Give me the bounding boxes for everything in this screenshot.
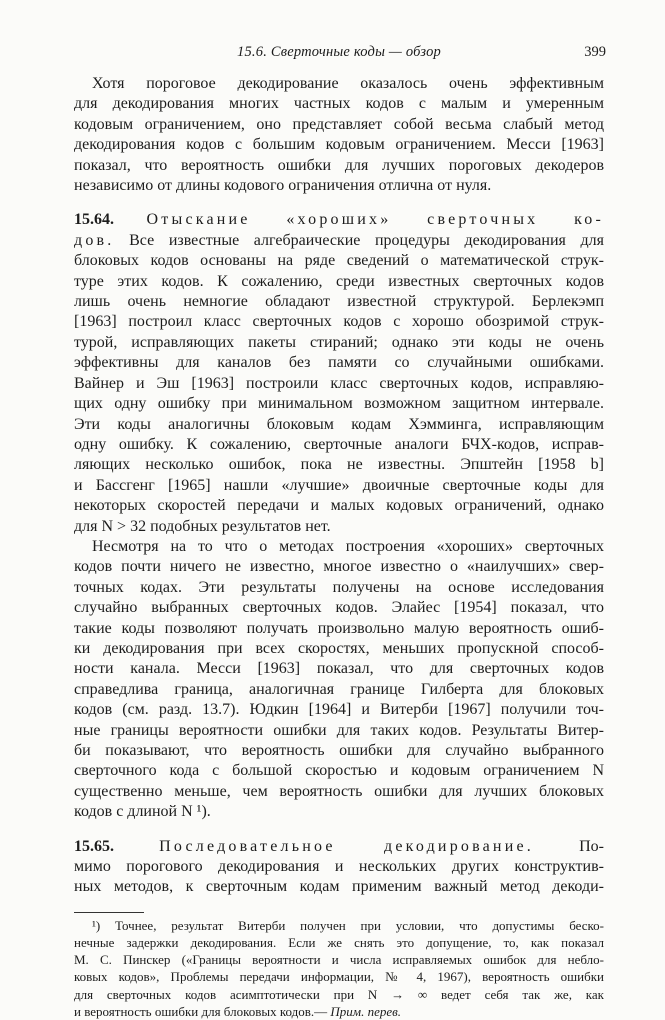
text-line: кодов почти ничего не известно, многое известно о «наилучших» свер- [74,558,604,576]
page-body [74,74,604,1020]
text-line: ных методов, к сверточным кодам применим важный метод декоди- [74,878,604,896]
text-line: ные границы вероятности ошибки для таких кодов. Результаты Витер- [74,721,604,739]
text-line: туре этих кодов. К сожалению, среди известных сверточных кодов [74,272,604,290]
text-line: блоковых кодов основаны на ряде сведений о математической струк- [74,252,604,270]
section-15-64 [74,210,604,537]
running-title: 15.6. Сверточные коды — обзор [237,44,441,60]
text-line: кодов с длиной N ¹). [74,803,211,821]
text-line: турой, исправляющих пакеты стираний; однако эти коды не очень [74,333,604,351]
text-line: для декодирования многих частных кодов с малым и умеренным [74,95,604,113]
text-line: независимо от длины кодового ограничения отлична от нуля. [74,177,492,195]
section-number: 15.65. [74,837,114,855]
text-fragment: Все известные алгебраические процедуры декодирования для [129,231,604,249]
running-header [74,44,604,64]
section-15-65 [74,837,604,898]
translator-note: Прим. перев. [330,1003,402,1019]
footnote-line: ¹) Точнее, результат Витерби получен при условии, что допустимы беско- [92,917,604,933]
footnote-line [74,1003,604,1020]
text-line: для N > 32 подобных результатов нет. [74,517,331,535]
text-line: некоторых скоростей передачи и малых кодовых ограничений, однако [74,497,604,515]
section-title: Последовательное декодирование. [159,837,534,855]
text-line: такие коды позволяют получать произвольно малую вероятность ошиб- [74,619,604,637]
text-line: ности канала. Месси [1963] показал, что для сверточных кодов [74,660,604,678]
text-line: ки декодирования при всех скоростях, меньших пропускной способ- [74,639,604,657]
footnote-line: нечные задержки декодирования. Если же снять это допущение, то, как показал [74,935,604,951]
section-number: 15.64. [74,211,114,229]
text-line: [1963] построил класс сверточных кодов с хорошо обозримой струк- [74,313,604,331]
text-line: мимо порогового декодирования и нескольких других конструктив- [74,858,604,876]
section-heading-line [74,210,604,230]
section-title: Отыскание «хороших» сверточных ко- [146,211,604,229]
text-line: кодов (см. разд. 13.7). Юдкин [1964] и Витерби [1967] получили точ- [74,701,604,719]
footnote-line: ковых кодов», Проблемы передачи информации, № 4, 1967), вероятность ошибки [74,969,604,985]
footnote-text: и вероятность ошибки для блоковых кодов.— [74,1003,328,1019]
page-number: 399 [584,44,606,60]
text-line: показал, что вероятность ошибки для лучших пороговых декодеров [74,156,604,174]
text-line: точных кодах. Эти результаты получены на основе исследования [74,578,604,596]
text-line: и Бассгенг [1965] нашли «лучшие» двоичные сверточные коды для [74,476,604,494]
footnote-line: для сверточных кодов асимптотически при N → ∞ ведет себя так же, как [74,986,604,1002]
text-line: би показывают, что вероятность ошибки для случайно выбранного [74,742,604,759]
section-title-continuation: дов. [74,231,115,249]
text-line: случайно выбранных сверточных кодов. Элайес [1954] показал, что [74,599,604,617]
text-line: существенно меньше, чем вероятность ошибки для лучших блоковых [74,782,604,800]
text-line [74,231,604,251]
text-line: кодовым ограничением, оно представляет собой весьма слабый метод [74,115,604,133]
footnote-divider [74,912,144,913]
section-heading-line [74,837,604,857]
text-line: сверточного кода с большой скоростью и кодовым ограничением N [74,762,604,780]
paragraph-threshold-decoding [74,74,604,196]
footnote [74,917,604,1020]
text-fragment: По- [579,837,605,855]
text-line: справедлива граница, аналогичная границе Гилберта для блоковых [74,680,604,698]
text-line: Вайнер и Эш [1963] построили класс сверточных кодов, исправляю- [74,374,604,392]
text-line: Несмотря на то что о методах построения «хороших» сверточных [92,537,604,555]
text-line: лишь очень немногие обладают известной структурой. Берлекэмп [74,293,604,311]
text-line: Хотя пороговое декодирование оказалось очень эффективным [92,75,604,92]
book-page [74,44,604,1020]
text-line: одну ошибку. К сожалению, сверточные аналоги БЧХ-кодов, исправ- [74,435,604,453]
text-line: Эти коды аналогичны блоковым кодам Хэмминга, исправляющим [74,415,604,433]
text-line: ляющих несколько ошибок, пока не известны. Эпштейн [1958 b] [74,456,604,474]
text-line: декодирования кодов с большим кодовым ограничением. Месси [1963] [74,136,604,154]
paragraph-best-codes [74,537,604,823]
text-line: щих одну ошибку при минимальном возможном защитном интервале. [74,395,604,413]
text-line: эффективны для каналов без памяти со случайными ошибками. [74,354,604,372]
footnote-line: М. С. Пинскер («Границы вероятности и числа исправляемых ошибок для небло- [74,952,604,968]
